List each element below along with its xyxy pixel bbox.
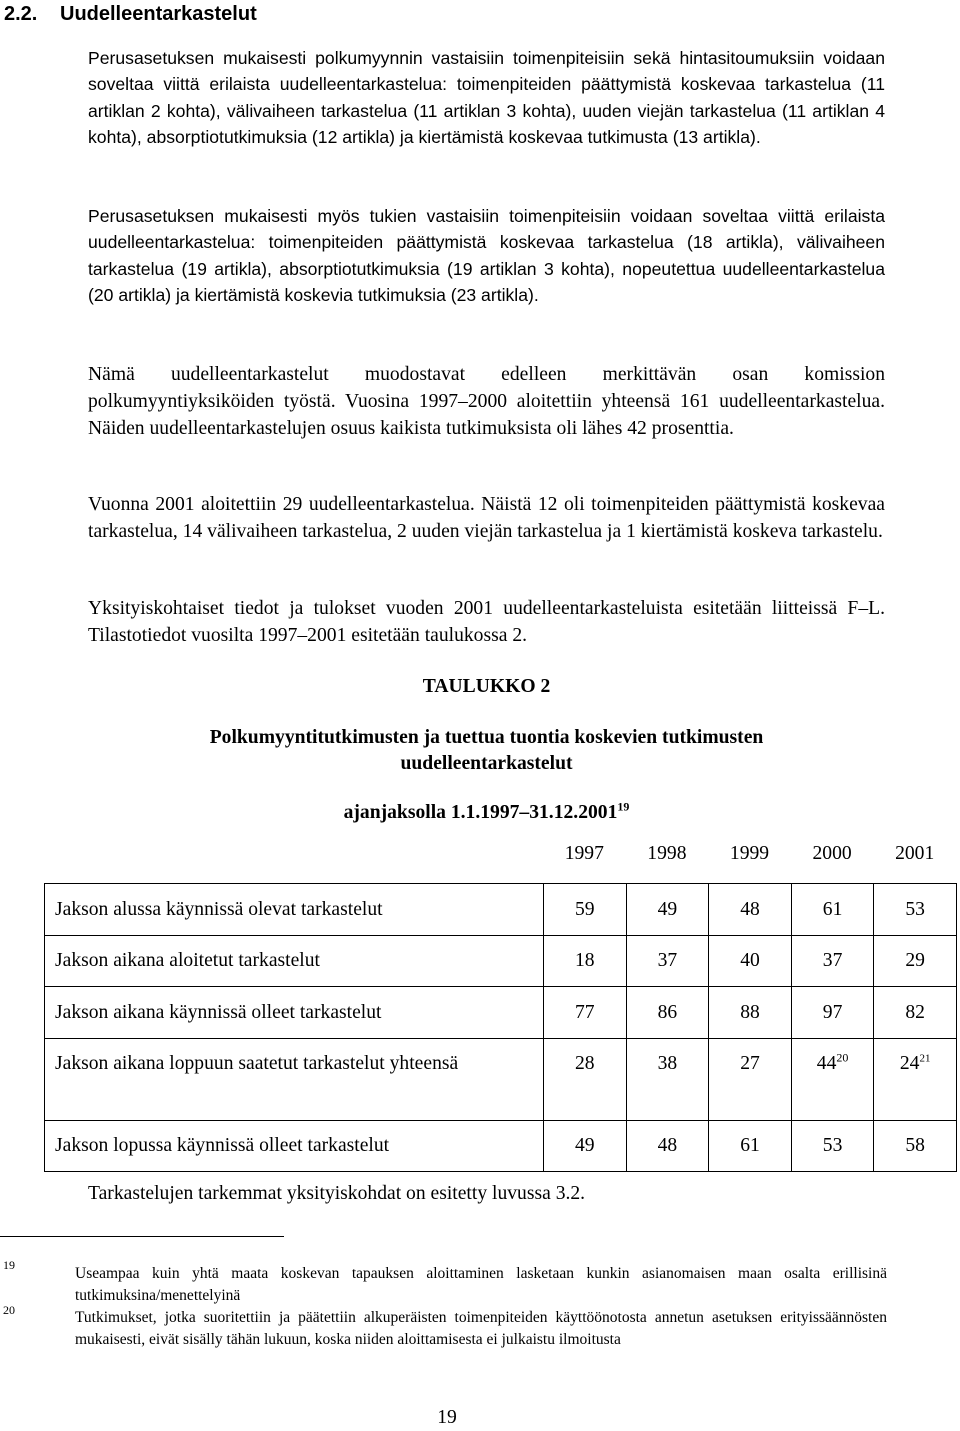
paragraph-1: Perusasetuksen mukaisesti polkumyynnin vastaisiin toimenpiteisiin sekä hintasitoumuksiin voidaan soveltaa viittä erilaista uudelleentarkastelua: toimenpiteiden päättymistä koskevaa tarkastelua (11 artiklan 2 kohta), välivaiheen tarkastelua (11 artiklan 3 kohta), uuden viejän tarkastelua (11 artiklan 4 kohta), absorptiotutkimuksia (12 artikla) ja kiertämistä koskevaa tutkimusta (13 artikla).	[88, 48, 885, 147]
table-cell: 97	[791, 987, 874, 1039]
table-cell: 29	[874, 935, 957, 987]
row-label: Jakson alussa käynnissä olevat tarkastelut	[45, 884, 544, 936]
table-cell: 59	[544, 884, 627, 936]
cell-value: 24	[899, 1052, 920, 1074]
year-header: 1998	[647, 843, 687, 864]
table-cell: 49	[544, 1120, 627, 1172]
table-cell	[874, 1038, 957, 1120]
table-row	[45, 1038, 957, 1120]
table-cell: 48	[626, 1120, 709, 1172]
paragraph-5: Yksityiskohtaiset tiedot ja tulokset vuoden 2001 uudelleentarkasteluista esitetään liitteissä F–L. Tilastotiedot vuosilta 1997–2001 esitetään taulukossa 2.	[88, 598, 885, 646]
table-cell: 86	[626, 987, 709, 1039]
row-label: Jakson aikana käynnissä olleet tarkastelut	[45, 987, 544, 1039]
table-cell: 18	[544, 935, 627, 987]
row-label: Jakson lopussa käynnissä olleet tarkastelut	[45, 1120, 544, 1172]
footnote-divider	[0, 1236, 284, 1237]
table-note: Tarkastelujen tarkemmat yksityiskohdat on esitetty luvussa 3.2.	[88, 1183, 586, 1204]
table-cell: 58	[874, 1120, 957, 1172]
table-cell: 61	[709, 1120, 792, 1172]
table-cell: 38	[626, 1038, 709, 1120]
table-cell: 61	[791, 884, 874, 936]
table-period-text: ajanjaksolla 1.1.1997–31.12.2001	[343, 802, 618, 823]
table-cell	[791, 1038, 874, 1120]
table-cell: 53	[791, 1120, 874, 1172]
footnote-ref: 21	[919, 1051, 931, 1064]
paragraph-3: Nämä uudelleentarkastelut muodostavat edelleen merkittävän osan komission polkumyyntiyksiköiden työstä. Vuosina 1997–2000 aloitettiin yhteensä 161 uudelleentarkastelua. Näiden uudelleentarkastelujen osuus kaikista tutkimuksista oli lähes 42 prosenttia.	[88, 364, 885, 439]
year-header: 2000	[812, 843, 852, 864]
table-cell: 37	[626, 935, 709, 987]
page-number: 19	[437, 1407, 457, 1428]
table-label: TAULUKKO 2	[422, 676, 551, 697]
year-header: 2001	[895, 843, 935, 864]
table-period	[88, 799, 885, 824]
footnote-number: 20	[3, 1303, 15, 1317]
table-row	[45, 935, 957, 987]
table-year-header	[543, 843, 956, 869]
statistics-table	[44, 883, 957, 1172]
table-row	[45, 884, 957, 936]
table-cell: 40	[709, 935, 792, 987]
section-number: 2.2.	[4, 3, 38, 25]
footnote-ref: 20	[836, 1049, 849, 1064]
table-cell: 53	[874, 884, 957, 936]
paragraph-4: Vuonna 2001 aloitettiin 29 uudelleentarkastelua. Näistä 12 oli toimenpiteiden päättymistä koskevaa tarkastelua, 14 välivaiheen tarkastelua, 2 uuden viejän tarkastelua ja 1 kiertämistä koskeva tarkastelu.	[88, 494, 885, 542]
table-title-line1: Polkumyyntitutkimusten ja tuettua tuontia koskevien tutkimusten	[209, 727, 764, 748]
footnote-text: Tutkimukset, jotka suoritettiin ja päätettiin alkuperäisten toimenpiteiden käyttöönotosta annetun asetuksen erityissäännösten mukaisesti, eivät sisälly tähän lukuun, koska niiden aloittamisesta ei julkaistu ilmoitusta	[75, 1309, 887, 1348]
row-label: Jakson aikana aloitetut tarkastelut	[45, 935, 544, 987]
table-cell: 49	[626, 884, 709, 936]
row-label: Jakson aikana loppuun saatetut tarkastelut yhteensä	[45, 1038, 544, 1120]
footnote-number: 19	[3, 1258, 15, 1272]
table-cell: 37	[791, 935, 874, 987]
table-cell: 77	[544, 987, 627, 1039]
table-cell: 27	[709, 1038, 792, 1120]
footnote-text: Useampaa kuin yhtä maata koskevan tapauksen aloittaminen lasketaan kunkin asianomaisen maan osalta erillisinä tutkimuksina/menettelyinä	[75, 1265, 887, 1304]
year-header: 1999	[729, 843, 770, 864]
table-cell: 28	[544, 1038, 627, 1120]
year-header: 1997	[564, 843, 604, 864]
table-cell: 88	[709, 987, 792, 1039]
section-title: Uudelleentarkastelut	[60, 3, 257, 25]
paragraph-2: Perusasetuksen mukaisesti myös tukien vastaisiin toimenpiteisiin voidaan soveltaa viittä erilaista uudelleentarkastelua: toimenpiteiden päättymistä koskevaa tarkastelua (18 artikla), välivaiheen tarkastelua (19 artikla), absorptiotutkimuksia (19 artiklan 3 kohta), nopeutettua uudelleentarkastelua (20 artikla) ja kiertämistä koskevia tutkimuksia (23 artikla).	[88, 206, 885, 305]
table-cell: 82	[874, 987, 957, 1039]
section-heading	[4, 2, 257, 26]
table-row	[45, 1120, 957, 1172]
table-period-footnote-ref: 19	[617, 799, 630, 814]
table-row	[45, 987, 957, 1039]
cell-value: 44	[816, 1052, 837, 1074]
table-title-line2: uudelleentarkastelut	[400, 753, 573, 774]
table-cell: 48	[709, 884, 792, 936]
